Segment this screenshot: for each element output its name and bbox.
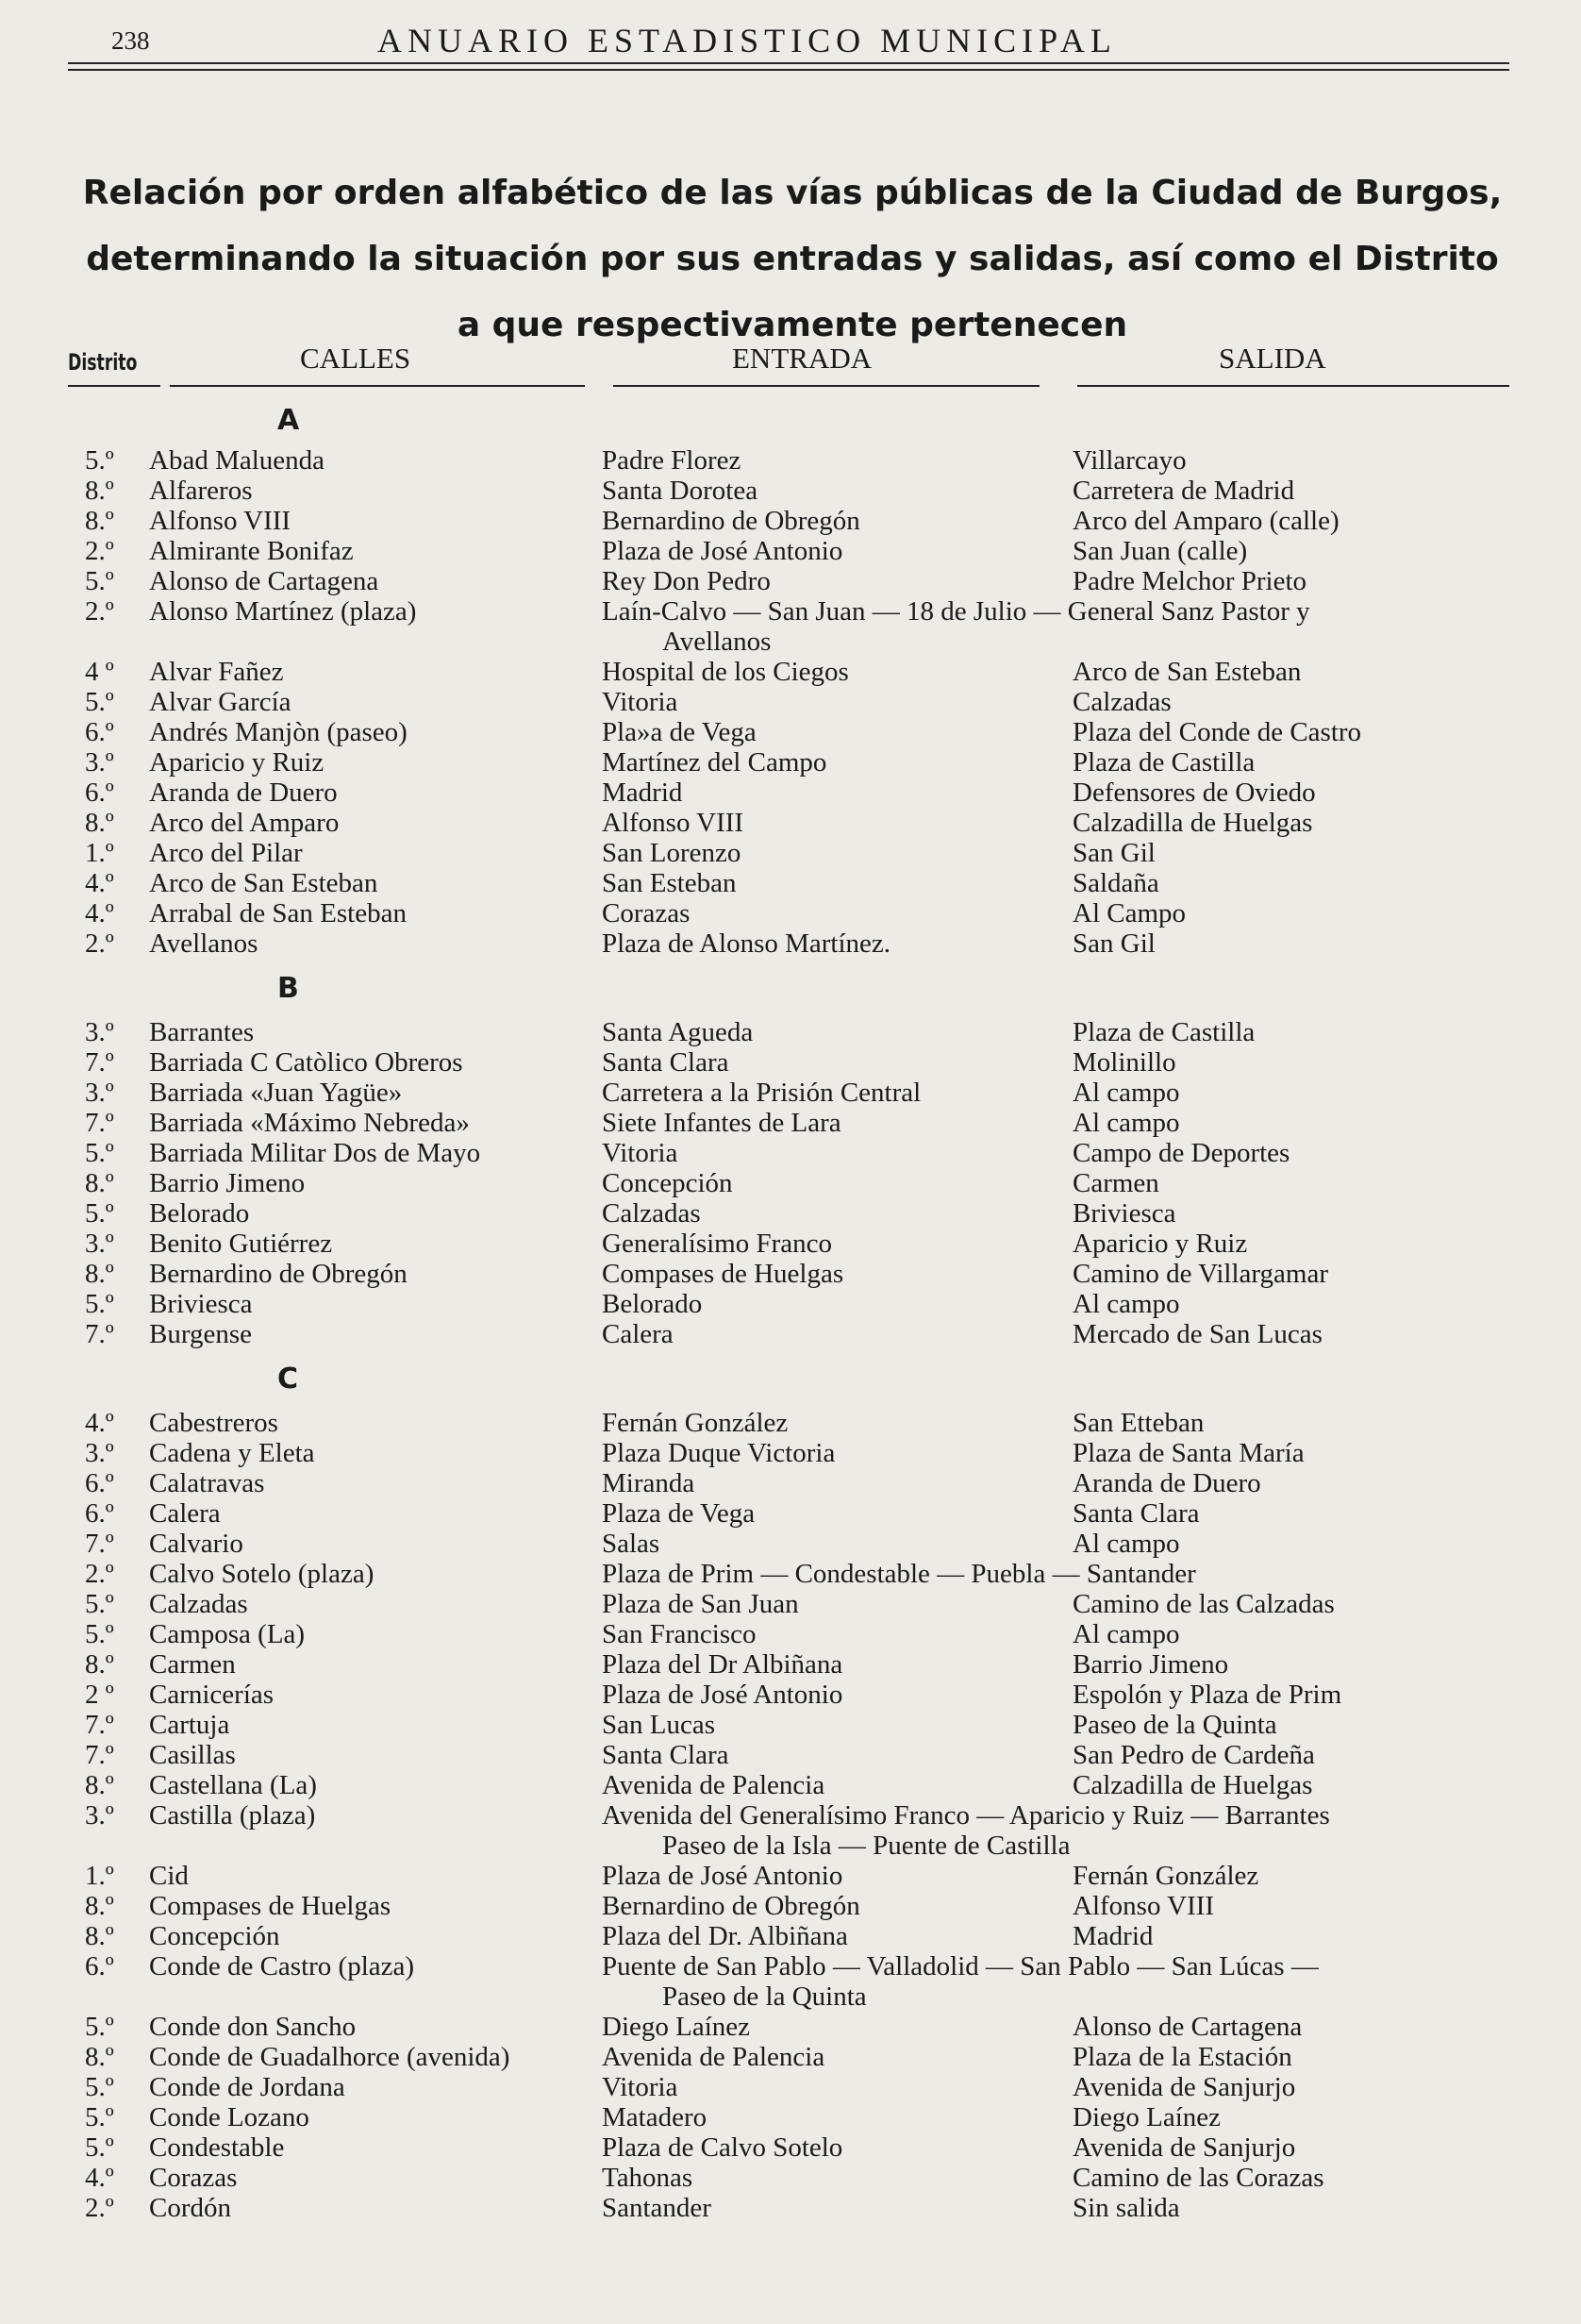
salida-cell: Avenida de Sanjurjo [1073, 2132, 1296, 2163]
distrito-cell: 1.º [85, 838, 114, 868]
entrada-cell: Plaza de José Antonio [602, 1861, 843, 1891]
table-row [0, 687, 1581, 717]
distrito-cell: 4 º [85, 657, 114, 687]
entrada-cell: Carretera a la Prisión Central [602, 1078, 922, 1108]
entrada-cell: Generalísimo Franco [602, 1229, 833, 1259]
table-row [0, 777, 1581, 808]
calle-cell: Cabestreros [149, 1408, 278, 1438]
entrada-cell: Pla»a de Vega [602, 717, 757, 747]
calle-cell: Alfareros [149, 476, 253, 506]
entrada-continuation: Paseo de la Quinta [662, 1981, 867, 2012]
entrada-cell: Avenida del Generalísimo Franco — Aparicio y Ruiz — Barrantes [602, 1800, 1330, 1831]
salida-cell: San Juan (calle) [1073, 536, 1248, 566]
table-row [0, 2012, 1581, 2042]
entrada-cell: Hospital de los Ciegos [602, 657, 849, 687]
calle-cell: Conde don Sancho [149, 2012, 357, 2042]
table-row [0, 747, 1581, 777]
entrada-cell: Plaza de José Antonio [602, 536, 843, 566]
column-rule-salida [1077, 385, 1509, 387]
salida-cell: Carretera de Madrid [1073, 476, 1295, 506]
table-row [0, 808, 1581, 838]
distrito-cell: 8.º [85, 1259, 114, 1289]
calle-cell: Corazas [149, 2163, 238, 2193]
distrito-cell: 5.º [85, 1198, 114, 1229]
entrada-cell: Avenida de Palencia [602, 1770, 825, 1800]
table-row [0, 1138, 1581, 1168]
table-row [0, 445, 1581, 476]
salida-cell: Arco de San Esteban [1073, 657, 1302, 687]
entrada-cell: Calera [602, 1319, 674, 1349]
distrito-cell: 2.º [85, 536, 114, 566]
table-row [0, 1047, 1581, 1078]
salida-cell: Madrid [1073, 1921, 1154, 1951]
table-row [0, 2042, 1581, 2072]
table-row [0, 1740, 1581, 1770]
salida-cell: Al campo [1073, 1529, 1180, 1559]
salida-cell: Al campo [1073, 1289, 1180, 1319]
calle-cell: Concepción [149, 1921, 280, 1951]
salida-cell: Arco del Amparo (calle) [1073, 506, 1340, 536]
table-row [0, 1468, 1581, 1498]
calle-cell: Calzadas [149, 1589, 248, 1619]
salida-cell: Santa Clara [1073, 1498, 1200, 1529]
table-row [0, 1710, 1581, 1740]
distrito-cell: 8.º [85, 476, 114, 506]
calle-cell: Conde de Guadalhorce (avenida) [149, 2042, 510, 2072]
distrito-cell: 3.º [85, 1078, 114, 1108]
salida-cell: Alfonso VIII [1073, 1891, 1215, 1921]
salida-cell: San Pedro de Cardeña [1073, 1740, 1315, 1770]
calle-cell: Arco de San Esteban [149, 868, 378, 898]
entrada-cell: Bernardino de Obregón [602, 1891, 860, 1921]
calle-cell: Calera [149, 1498, 221, 1529]
salida-cell: Villarcayo [1073, 445, 1187, 476]
distrito-cell: 5.º [85, 1289, 114, 1319]
distrito-cell: 2.º [85, 928, 114, 959]
salida-cell: Fernán González [1073, 1861, 1259, 1891]
salida-cell: Avenida de Sanjurjo [1073, 2072, 1296, 2102]
entrada-cell: Santa Clara [602, 1047, 729, 1078]
table-row [0, 1589, 1581, 1619]
table-row [0, 1770, 1581, 1800]
table-row [0, 1619, 1581, 1649]
distrito-cell: 5.º [85, 2012, 114, 2042]
salida-cell: Paseo de la Quinta [1073, 1710, 1277, 1740]
salida-cell: Plaza de Castilla [1073, 1017, 1256, 1047]
entrada-cell: Vitoria [602, 1138, 678, 1168]
calle-cell: Cadena y Eleta [149, 1438, 315, 1468]
distrito-cell: 8.º [85, 1168, 114, 1198]
table-row [0, 2102, 1581, 2132]
distrito-cell: 5.º [85, 1619, 114, 1649]
calle-cell: Aparicio y Ruiz [149, 747, 325, 777]
calle-cell: Barrantes [149, 1017, 255, 1047]
salida-cell: Al campo [1073, 1108, 1180, 1138]
entrada-cell: Tahonas [602, 2163, 693, 2193]
entrada-cell: Vitoria [602, 2072, 678, 2102]
entrada-cell: Plaza de Vega [602, 1498, 756, 1529]
salida-cell: Saldaña [1073, 868, 1159, 898]
calle-cell: Burgense [149, 1319, 253, 1349]
calle-cell: Alonso de Cartagena [149, 566, 379, 596]
salida-cell: Calzadilla de Huelgas [1073, 1770, 1313, 1800]
calle-cell: Conde de Castro (plaza) [149, 1951, 415, 1981]
salida-cell: Aparicio y Ruiz [1073, 1229, 1248, 1259]
table-row [0, 476, 1581, 506]
salida-cell: Calzadilla de Huelgas [1073, 808, 1313, 838]
distrito-cell: 1.º [85, 1861, 114, 1891]
salida-cell: Espolón y Plaza de Prim [1073, 1680, 1342, 1710]
distrito-cell: 3.º [85, 1438, 114, 1468]
distrito-cell: 7.º [85, 1319, 114, 1349]
distrito-cell: 8.º [85, 808, 114, 838]
table-row [0, 2072, 1581, 2102]
table-row [0, 928, 1581, 959]
salida-cell: Briviesca [1073, 1198, 1176, 1229]
calle-cell: Arrabal de San Esteban [149, 898, 407, 928]
calle-cell: Castilla (plaza) [149, 1800, 316, 1831]
header-rule-top [68, 62, 1509, 64]
calle-cell: Calvo Sotelo (plaza) [149, 1559, 374, 1589]
salida-cell: Diego Laínez [1073, 2102, 1222, 2132]
calle-cell: Belorado [149, 1198, 250, 1229]
calle-cell: Barriada «Máximo Nebreda» [149, 1108, 470, 1138]
salida-cell: Campo de Deportes [1073, 1138, 1290, 1168]
table-row [0, 1289, 1581, 1319]
table-row [0, 2163, 1581, 2193]
entrada-cell: Plaza de José Antonio [602, 1680, 843, 1710]
salida-cell: Mercado de San Lucas [1073, 1319, 1323, 1349]
distrito-cell: 7.º [85, 1740, 114, 1770]
entrada-continuation: Paseo de la Isla — Puente de Castilla [662, 1831, 1071, 1861]
salida-cell: Barrio Jimeno [1073, 1649, 1229, 1680]
distrito-cell: 8.º [85, 1891, 114, 1921]
calle-cell: Almirante Bonifaz [149, 536, 354, 566]
distrito-cell: 5.º [85, 2132, 114, 2163]
salida-cell: Alonso de Cartagena [1073, 2012, 1303, 2042]
calle-cell: Alonso Martínez (plaza) [149, 596, 417, 627]
entrada-cell: Plaza del Dr Albiñana [602, 1649, 843, 1680]
table-row [0, 1259, 1581, 1289]
column-rule-distrito [68, 385, 160, 387]
entrada-cell: Plaza Duque Victoria [602, 1438, 836, 1468]
salida-cell: Camino de Villargamar [1073, 1259, 1329, 1289]
distrito-cell: 6.º [85, 777, 114, 808]
calle-cell: Avellanos [149, 928, 258, 959]
distrito-cell: 3.º [85, 1800, 114, 1831]
calle-cell: Alvar García [149, 687, 291, 717]
distrito-cell: 3.º [85, 747, 114, 777]
entrada-cell: Santa Agueda [602, 1017, 754, 1047]
table-row [0, 838, 1581, 868]
salida-cell: Defensores de Oviedo [1073, 777, 1316, 808]
calle-cell: Alfonso VIII [149, 506, 291, 536]
entrada-cell: Santander [602, 2193, 711, 2223]
salida-cell: San Gil [1073, 928, 1156, 959]
entrada-cell: Concepción [602, 1168, 733, 1198]
distrito-cell: 5.º [85, 2102, 114, 2132]
distrito-cell: 2.º [85, 1559, 114, 1589]
distrito-cell: 5.º [85, 566, 114, 596]
entrada-cell: Plaza del Dr. Albiñana [602, 1921, 848, 1951]
distrito-cell: 5.º [85, 687, 114, 717]
entrada-cell: Diego Laínez [602, 2012, 751, 2042]
salida-cell: Camino de las Calzadas [1073, 1589, 1335, 1619]
entrada-cell: Santa Dorotea [602, 476, 758, 506]
column-rule-entrada [613, 385, 1040, 387]
calle-cell: Arco del Pilar [149, 838, 303, 868]
table-row [0, 1319, 1581, 1349]
entrada-cell: Plaza de Alonso Martínez. [602, 928, 891, 959]
distrito-cell: 3.º [85, 1017, 114, 1047]
calle-cell: Barriada Militar Dos de Mayo [149, 1138, 481, 1168]
distrito-cell: 8.º [85, 1921, 114, 1951]
calle-cell: Carmen [149, 1649, 236, 1680]
distrito-cell: 5.º [85, 445, 114, 476]
entrada-cell: Alfonso VIII [602, 808, 744, 838]
entrada-cell: Rey Don Pedro [602, 566, 771, 596]
distrito-cell: 8.º [85, 506, 114, 536]
calle-cell: Abad Maluenda [149, 445, 325, 476]
entrada-cell: San Lucas [602, 1710, 715, 1740]
distrito-cell: 7.º [85, 1710, 114, 1740]
distrito-cell: 6.º [85, 1498, 114, 1529]
table-row [0, 1529, 1581, 1559]
entrada-cell: Fernán González [602, 1408, 789, 1438]
calle-cell: Cartuja [149, 1710, 230, 1740]
column-header-distrito: Distrito [68, 349, 138, 376]
calle-cell: Bernardino de Obregón [149, 1259, 408, 1289]
entrada-cell: Puente de San Pablo — Valladolid — San Pablo — San Lúcas — [602, 1951, 1319, 1981]
table-row [0, 1891, 1581, 1921]
distrito-cell: 8.º [85, 1649, 114, 1680]
title-line-3: a que respectivamente pertenecen [457, 306, 1128, 344]
calle-cell: Camposa (La) [149, 1619, 306, 1649]
salida-cell: Aranda de Duero [1073, 1468, 1261, 1498]
entrada-cell: Matadero [602, 2102, 707, 2132]
table-row [0, 868, 1581, 898]
entrada-cell: Martínez del Campo [602, 747, 827, 777]
distrito-cell: 6.º [85, 1951, 114, 1981]
table-row [0, 1861, 1581, 1891]
calle-cell: Benito Gutiérrez [149, 1229, 333, 1259]
table-row [0, 1559, 1581, 1589]
table-row [0, 1800, 1581, 1831]
calle-cell: Casillas [149, 1740, 236, 1770]
calle-cell: Arco del Amparo [149, 808, 340, 838]
table-row [0, 566, 1581, 596]
calle-cell: Castellana (La) [149, 1770, 317, 1800]
column-header-salida: SALIDA [1219, 342, 1326, 375]
distrito-cell: 4.º [85, 1408, 114, 1438]
entrada-cell: Miranda [602, 1468, 695, 1498]
distrito-cell: 8.º [85, 1770, 114, 1800]
distrito-cell: 3.º [85, 1229, 114, 1259]
salida-cell: Carmen [1073, 1168, 1159, 1198]
distrito-cell: 5.º [85, 1138, 114, 1168]
salida-cell: Al Campo [1073, 898, 1187, 928]
entrada-continuation: Avellanos [662, 627, 772, 657]
calle-cell: Carnicerías [149, 1680, 275, 1710]
title-line-2: determinando la situación por sus entradas y salidas, así como el Distrito [86, 240, 1499, 278]
entrada-cell: Bernardino de Obregón [602, 506, 860, 536]
calle-cell: Compases de Huelgas [149, 1891, 391, 1921]
calle-cell: Alvar Fañez [149, 657, 284, 687]
calle-cell: Condestable [149, 2132, 285, 2163]
distrito-cell: 2.º [85, 596, 114, 627]
calle-cell: Calatravas [149, 1468, 265, 1498]
salida-cell: San Etteban [1073, 1408, 1205, 1438]
distrito-cell: 4.º [85, 898, 114, 928]
entrada-cell: Laín-Calvo — San Juan — 18 de Julio — General Sanz Pastor y [602, 596, 1310, 627]
table-row [0, 2193, 1581, 2223]
entrada-cell: Avenida de Palencia [602, 2042, 825, 2072]
table-row [0, 1498, 1581, 1529]
table-row [0, 1229, 1581, 1259]
distrito-cell: 6.º [85, 1468, 114, 1498]
entrada-cell: Vitoria [602, 687, 678, 717]
calle-cell: Barriada C Catòlico Obreros [149, 1047, 463, 1078]
page-number: 238 [111, 26, 150, 55]
header-rule-bottom [68, 69, 1509, 71]
entrada-cell: San Francisco [602, 1619, 757, 1649]
entrada-cell: Plaza de Prim — Condestable — Puebla — Santander [602, 1559, 1196, 1589]
entrada-cell: Siete Infantes de Lara [602, 1108, 841, 1138]
calle-cell: Calvario [149, 1529, 243, 1559]
table-row [0, 2132, 1581, 2163]
salida-cell: Plaza de Castilla [1073, 747, 1256, 777]
table-row [0, 1198, 1581, 1229]
salida-cell: Plaza de Santa María [1073, 1438, 1305, 1468]
table-row [0, 1951, 1581, 1981]
distrito-cell: 4.º [85, 2163, 114, 2193]
distrito-cell: 6.º [85, 717, 114, 747]
calle-cell: Cordón [149, 2193, 231, 2223]
salida-cell: Padre Melchor Prieto [1073, 566, 1307, 596]
table-row [0, 657, 1581, 687]
column-header-entrada: ENTRADA [732, 342, 873, 375]
table-row [0, 1078, 1581, 1108]
title-line-1: Relación por orden alfabético de las vías públicas de la Ciudad de Burgos, [82, 174, 1503, 212]
distrito-cell: 5.º [85, 1589, 114, 1619]
salida-cell: Al campo [1073, 1078, 1180, 1108]
salida-cell: Al campo [1073, 1619, 1180, 1649]
salida-cell: Plaza del Conde de Castro [1073, 717, 1362, 747]
entrada-cell: Corazas [602, 898, 691, 928]
distrito-cell: 7.º [85, 1108, 114, 1138]
table-row [0, 1017, 1581, 1047]
table-row [0, 1168, 1581, 1198]
table-row [0, 1108, 1581, 1138]
salida-cell: Plaza de la Estación [1073, 2042, 1292, 2072]
salida-cell: Calzadas [1073, 687, 1172, 717]
section-letter-a: A [277, 404, 300, 437]
salida-cell: Sin salida [1073, 2193, 1180, 2223]
table-row [0, 596, 1581, 627]
table-row [0, 536, 1581, 566]
calle-cell: Conde de Jordana [149, 2072, 345, 2102]
salida-cell: Molinillo [1073, 1047, 1176, 1078]
table-row [0, 1438, 1581, 1468]
distrito-cell: 8.º [85, 2042, 114, 2072]
entrada-cell: Belorado [602, 1289, 703, 1319]
column-rule-calles [170, 385, 585, 387]
calle-cell: Briviesca [149, 1289, 253, 1319]
table-row [0, 898, 1581, 928]
section-letter-b: B [277, 972, 299, 1005]
table-row [0, 1408, 1581, 1438]
entrada-cell: San Esteban [602, 868, 737, 898]
calle-cell: Barriada «Juan Yagüe» [149, 1078, 403, 1108]
entrada-cell: Calzadas [602, 1198, 701, 1229]
salida-cell: San Gil [1073, 838, 1156, 868]
entrada-cell: Salas [602, 1529, 660, 1559]
entrada-cell: Compases de Huelgas [602, 1259, 844, 1289]
section-letter-c: C [277, 1363, 299, 1396]
salida-cell: Camino de las Corazas [1073, 2163, 1324, 2193]
calle-cell: Aranda de Duero [149, 777, 338, 808]
running-title: ANUARIO ESTADISTICO MUNICIPAL [377, 22, 1117, 59]
distrito-cell: 7.º [85, 1047, 114, 1078]
column-header-calles: CALLES [300, 342, 411, 375]
distrito-cell: 4.º [85, 868, 114, 898]
table-row [0, 1921, 1581, 1951]
entrada-cell: Plaza de Calvo Sotelo [602, 2132, 843, 2163]
table-row [0, 717, 1581, 747]
calle-cell: Conde Lozano [149, 2102, 309, 2132]
calle-cell: Barrio Jimeno [149, 1168, 306, 1198]
distrito-cell: 5.º [85, 2072, 114, 2102]
entrada-cell: San Lorenzo [602, 838, 741, 868]
calle-cell: Cid [149, 1861, 189, 1891]
table-row [0, 1680, 1581, 1710]
entrada-cell: Padre Florez [602, 445, 741, 476]
entrada-cell: Plaza de San Juan [602, 1589, 799, 1619]
distrito-cell: 7.º [85, 1529, 114, 1559]
table-row [0, 506, 1581, 536]
distrito-cell: 2.º [85, 2193, 114, 2223]
calle-cell: Andrés Manjòn (paseo) [149, 717, 408, 747]
distrito-cell: 2 º [85, 1680, 114, 1710]
entrada-cell: Santa Clara [602, 1740, 729, 1770]
table-row [0, 1649, 1581, 1680]
entrada-cell: Madrid [602, 777, 683, 808]
page-title [57, 160, 1528, 359]
